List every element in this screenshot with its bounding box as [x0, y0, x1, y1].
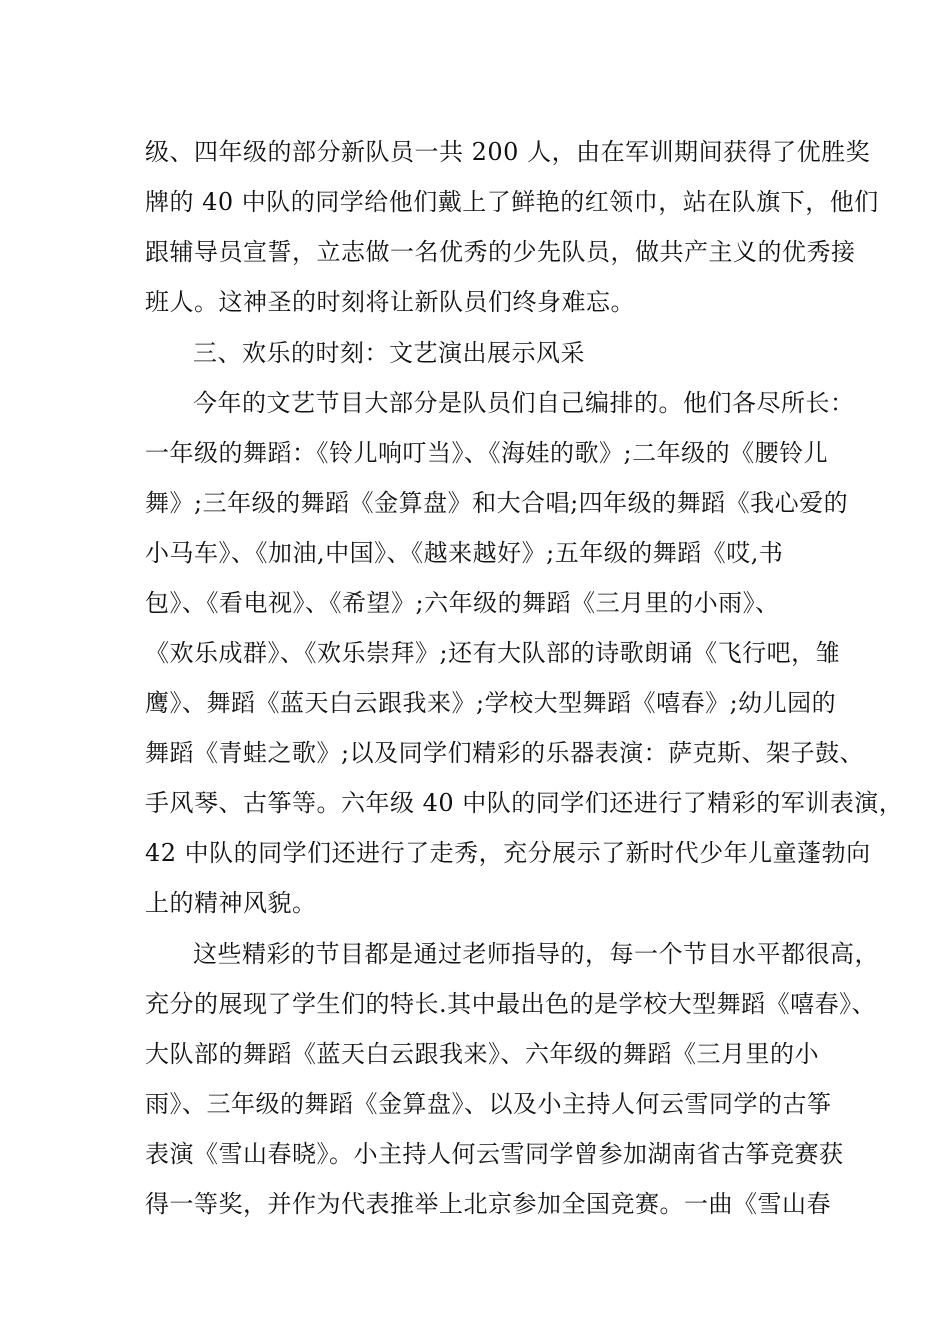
paragraph-start: 这些精彩的节目都是通过老师指导的，每一个节目水平都很高， — [193, 940, 879, 968]
text-line: 一年级的舞蹈：《铃儿响叮当》、《海娃的歌》;二年级的《腰铃儿 — [145, 439, 829, 467]
text-line: 上的精神风貌。 — [145, 889, 317, 917]
text-line: 小马车》、《加油,中国》、《越来越好》;五年级的舞蹈《哎,书 — [145, 539, 784, 567]
text-line: 充分的展现了学生们的特长.其中最出色的是学校大型舞蹈《嘻春》、 — [145, 990, 877, 1018]
text-line: 包》、《看电视》、《希望》;六年级的舞蹈《三月里的小雨》、 — [145, 589, 780, 617]
section-heading: 三、欢乐的时刻：文艺演出展示风采 — [193, 339, 585, 367]
text-line: 舞蹈《青蛙之歌》;以及同学们精彩的乐器表演：萨克斯、架子鼓、 — [145, 739, 865, 767]
text-line: 大队部的舞蹈《蓝天白云跟我来》、六年级的舞蹈《三月里的小 — [145, 1040, 819, 1068]
text-line: 跟辅导员宣誓，立志做一名优秀的少先队员，做共产主义的优秀接 — [145, 238, 856, 266]
text-line: 牌的 40 中队的同学给他们戴上了鲜艳的红领巾，站在队旗下，他们 — [145, 188, 879, 216]
text-line: 级、四年级的部分新队员一共 200 人，由在军训期间获得了优胜奖 — [145, 138, 871, 166]
text-line: 鹰》、舞蹈《蓝天白云跟我来》;学校大型舞蹈《嘻春》;幼儿园的 — [145, 689, 837, 717]
text-line: 雨》、三年级的舞蹈《金算盘》、以及小主持人何云雪同学的古筝 — [145, 1090, 832, 1118]
text-line: 得一等奖，并作为代表推举上北京参加全国竞赛。一曲《雪山春 — [145, 1190, 831, 1218]
text-line: 42 中队的同学们还进行了走秀，充分展示了新时代少年儿童蓬勃向 — [145, 839, 871, 867]
paragraph-start: 今年的文艺节目大部分是队员们自己编排的。他们各尽所长： — [193, 389, 855, 417]
text-line: 手风琴、古筝等。六年级 40 中队的同学们还进行了精彩的军训表演， — [145, 789, 904, 817]
text-line: 舞》;三年级的舞蹈《金算盘》和大合唱;四年级的舞蹈《我心爱的 — [145, 489, 849, 517]
text-line: 表演《雪山春晓》。小主持人何云雪同学曾参加湖南省古筝竞赛获 — [145, 1140, 844, 1168]
text-line: 班人。这神圣的时刻将让新队员们终身难忘。 — [145, 288, 635, 316]
text-line: 《欢乐成群》、《欢乐崇拜》;还有大队部的诗歌朗诵《飞行吧，雏 — [145, 639, 841, 667]
